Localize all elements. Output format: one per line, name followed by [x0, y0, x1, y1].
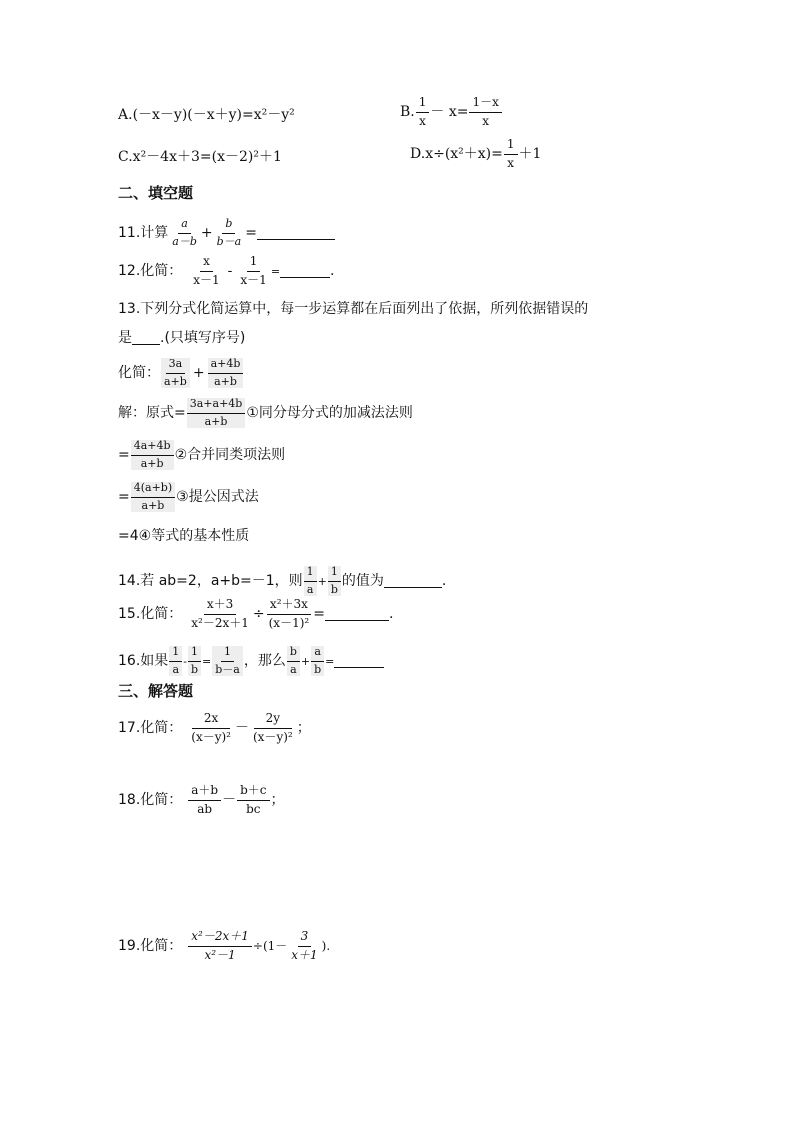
equals-sign: = — [245, 225, 257, 242]
fraction — [212, 646, 243, 676]
numerator: x²＋3x — [267, 598, 311, 615]
answer-blank[interactable] — [132, 332, 160, 345]
fraction — [131, 440, 174, 470]
question-19 — [118, 930, 330, 963]
section-title-answer: 三、解答题 — [118, 682, 194, 700]
fraction — [188, 712, 234, 745]
fraction — [311, 646, 324, 676]
numerator: b＋c — [237, 784, 269, 801]
denominator: x－1 — [193, 272, 220, 287]
answer-blank[interactable] — [257, 227, 335, 240]
denominator: bc — [246, 801, 261, 816]
fraction — [161, 358, 190, 388]
denominator: b — [314, 662, 322, 676]
fraction — [469, 96, 501, 129]
punctuation: ； — [296, 720, 311, 737]
period: . — [441, 573, 447, 590]
question-stem: 的值为 — [341, 573, 384, 590]
option-label: B. — [400, 104, 415, 121]
option-label: D. — [410, 146, 426, 163]
denominator: a — [290, 662, 297, 676]
denominator: x — [482, 113, 490, 128]
operator: - — [183, 654, 187, 668]
operator: + — [300, 654, 311, 668]
fraction — [288, 930, 320, 963]
question-14 — [118, 566, 446, 596]
question-13-stem-cont — [118, 331, 245, 345]
numerator: a＋b — [188, 784, 221, 801]
denominator: (x－y)² — [191, 729, 231, 744]
fraction — [328, 566, 341, 596]
numerator: x＋3 — [204, 598, 236, 615]
question-13-step-3 — [118, 482, 259, 512]
fraction — [188, 598, 252, 631]
question-12 — [118, 255, 334, 288]
question-13-expression — [118, 358, 244, 388]
denominator: x＋1 — [291, 947, 318, 962]
numerator: 1 — [169, 646, 182, 662]
numerator: a — [311, 646, 324, 662]
question-stem: 是 — [118, 330, 132, 346]
numerator: 1 — [328, 566, 341, 582]
denominator: x — [507, 155, 515, 170]
denominator: a+b — [140, 456, 164, 470]
question-stem: 17.化简： — [118, 720, 183, 737]
operator: － — [235, 720, 249, 737]
solution-label: 解：原式= — [118, 405, 186, 422]
denominator: b－a — [216, 234, 242, 248]
fraction — [169, 646, 182, 676]
fraction — [237, 255, 269, 288]
operator: + — [317, 574, 327, 588]
operator: + — [200, 225, 213, 242]
numerator: b — [287, 646, 300, 662]
denominator: b — [330, 582, 338, 596]
period: . — [330, 263, 335, 280]
question-stem: 14.若 ab=2，a+b=－1，则 — [118, 573, 303, 590]
answer-blank[interactable] — [280, 265, 330, 278]
question-11 — [118, 218, 335, 248]
step-reason: ②合并同类项法则 — [174, 447, 286, 464]
fraction — [188, 646, 201, 676]
fraction — [266, 598, 313, 631]
operator: ＋1 — [518, 146, 542, 163]
numerator: 3a — [166, 358, 186, 374]
fraction — [187, 398, 246, 428]
question-stem: 16.如果 — [118, 653, 169, 670]
fraction — [287, 646, 300, 676]
question-15 — [118, 598, 393, 631]
numerator: 1 — [188, 646, 201, 662]
operator: + — [192, 365, 205, 382]
fraction — [237, 784, 269, 817]
question-18 — [118, 784, 285, 817]
numerator: 1 — [304, 566, 317, 582]
punctuation: ； — [270, 792, 285, 809]
option-expression: x²－4x＋3=(x－2)²＋1 — [132, 149, 282, 165]
operator: ÷(1－ — [252, 939, 288, 954]
equals-sign: = — [118, 447, 130, 464]
question-stem: 19.化简： — [118, 938, 183, 955]
operator: － x= — [430, 104, 469, 121]
numerator: 1 — [416, 96, 430, 113]
fraction — [188, 784, 221, 817]
denominator: x－1 — [240, 272, 267, 287]
operator: － — [222, 792, 237, 809]
fraction — [208, 358, 244, 388]
q10-option-b — [400, 96, 503, 129]
option-label: C. — [118, 149, 133, 165]
denominator: a+b — [141, 498, 165, 512]
question-13-step-1 — [118, 398, 413, 428]
denominator: a+b — [164, 374, 187, 388]
numerator: 1 — [247, 255, 261, 272]
denominator: x — [419, 113, 426, 128]
fraction — [169, 218, 200, 248]
denominator: x²－2x＋1 — [191, 615, 249, 630]
equals-sign: = — [313, 606, 325, 623]
option-expression: (－x－y)(－x＋y)=x²－y² — [132, 107, 295, 123]
denominator: a — [306, 582, 314, 596]
period: . — [388, 606, 394, 623]
denominator: a — [172, 662, 180, 676]
equals-sign: = — [325, 654, 335, 668]
punctuation: ). — [321, 939, 331, 954]
denominator: b－a — [215, 662, 240, 676]
numerator: 2x — [192, 712, 230, 729]
operator: - — [227, 263, 233, 280]
question-stem: 15.化简： — [118, 606, 183, 623]
step-reason: ①同分母分式的加减法法则 — [246, 405, 413, 422]
denominator: a+b — [204, 414, 228, 428]
section-title-fill-blank: 二、填空题 — [118, 184, 194, 202]
denominator: a－b — [172, 234, 197, 248]
denominator: (x－1)² — [268, 615, 310, 630]
answer-blank[interactable] — [384, 575, 442, 588]
numerator: x — [200, 255, 213, 272]
fraction — [131, 482, 175, 512]
q10-option-a — [118, 108, 295, 122]
numerator: 1 — [504, 138, 518, 155]
numerator: 3 — [298, 930, 312, 947]
question-stem: .(只填写序号) — [160, 330, 246, 346]
question-13-step-4: =4④等式的基本性质 — [118, 528, 250, 544]
numerator: 4a+4b — [131, 440, 174, 456]
fraction — [188, 930, 252, 963]
option-expression: x÷(x²＋x)= — [425, 146, 503, 163]
numerator: 1－x — [469, 96, 501, 113]
numerator: 3a+a+4b — [187, 398, 246, 414]
q10-option-c — [118, 150, 282, 164]
fraction — [190, 255, 222, 288]
question-13-stem: 13.下列分式化简运算中，每一步运算都在后面列出了依据，所列依据错误的 — [118, 301, 589, 317]
numerator: 4(a+b) — [131, 482, 175, 498]
denominator: b — [190, 662, 199, 676]
numerator: 1 — [221, 646, 234, 662]
fraction — [304, 566, 317, 596]
operator: ÷ — [252, 606, 265, 623]
numerator: b — [222, 218, 235, 234]
question-13-step-2 — [118, 440, 285, 470]
question-stem: 12.化简： — [118, 263, 183, 280]
denominator: a+b — [214, 374, 237, 388]
numerator: a — [178, 218, 191, 234]
denominator: (x－y)² — [253, 729, 293, 744]
equals-sign: = — [118, 489, 130, 506]
step-reason: ③提公因式法 — [176, 489, 259, 506]
answer-blank[interactable] — [334, 655, 384, 668]
fraction — [250, 712, 296, 745]
equals-sign: = — [202, 654, 212, 668]
q10-option-d — [410, 138, 541, 171]
numerator: 2y — [254, 712, 292, 729]
answer-blank[interactable] — [325, 608, 389, 621]
question-stem: 18.化简： — [118, 792, 183, 809]
question-stem: ，那么 — [243, 653, 286, 670]
denominator: x²－1 — [204, 947, 236, 962]
question-17 — [118, 712, 311, 745]
question-stem: 11.计算 — [118, 225, 169, 242]
expression-label: 化简： — [118, 365, 160, 382]
numerator: x²－2x＋1 — [188, 930, 252, 947]
question-16 — [118, 646, 384, 676]
numerator: a+4b — [208, 358, 244, 374]
fraction — [416, 96, 430, 129]
equals-sign: = — [270, 264, 281, 278]
fraction — [214, 218, 245, 248]
fraction — [504, 138, 518, 171]
option-label: A. — [118, 107, 133, 123]
denominator: ab — [197, 801, 213, 816]
